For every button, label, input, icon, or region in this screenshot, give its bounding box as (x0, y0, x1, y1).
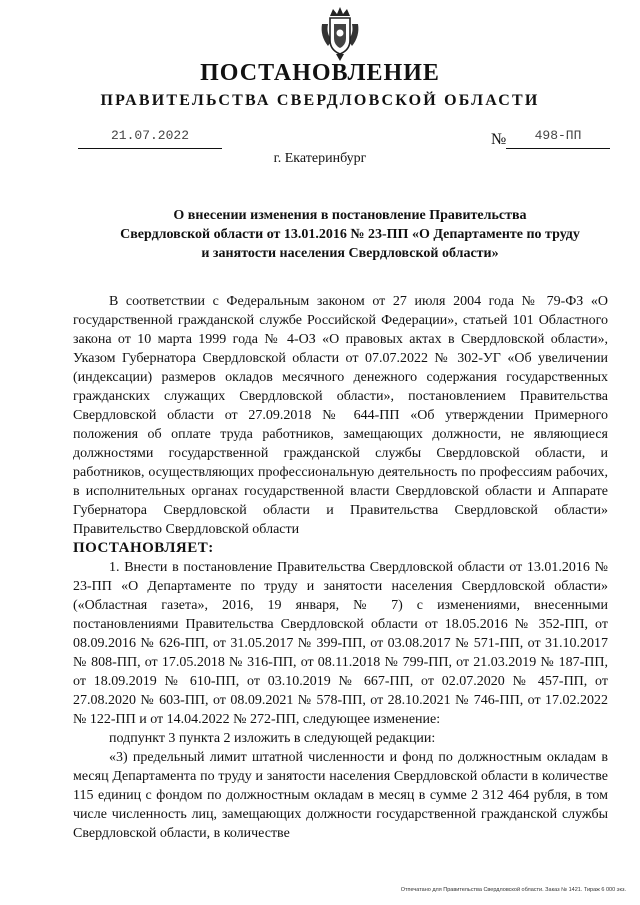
subitem-paragraph: подпункт 3 пункта 2 изложить в следующей редакции: (109, 731, 436, 746)
document-number: 498-ПП (506, 128, 610, 149)
quoted-text-paragraph: «3) предельный лимит штатной численности и фонд по должностным окладам в месяц Департамента по труду и занятости населения Свердловской области в количестве 115 единиц с фондом по должностным окладам в месяц в сумме 2 312 464 рубля, в том числе численность лиц, замещающих должности государственной гражданской службы Свердловской области, в количестве (73, 750, 608, 841)
coat-of-arms-icon (318, 6, 362, 62)
document-title: ПОСТАНОВЛЕНИЕ (200, 60, 440, 86)
document-body (73, 292, 608, 843)
heading-line: Свердловской области от 13.01.2016 № 23-ПП «О Департаменте по труду (120, 227, 580, 242)
document-heading (80, 206, 620, 263)
heading-line: и занятости населения Свердловской области» (201, 246, 499, 261)
document-subtitle: ПРАВИТЕЛЬСТВА СВЕРДЛОВСКОЙ ОБЛАСТИ (100, 92, 540, 109)
preamble-paragraph: В соответствии с Федеральным законом от 27 июля 2004 года № 79-ФЗ «О государственной гражданской службе Российской Федерации», статьей 101 Областного закона от 10 марта 1999 года № 4-ОЗ «О правовых актах в Свердловской области», Указом Губернатора Свердловской области от 07.07.2022 № 302-УГ «Об увеличении (индексации) размеров окладов месячного денежного содержания государственных гражданских служащих Свердловской области», постановлением Правительства Свердловской области от 27.09.2018 № 644-ПП «Об утверждении Примерного положения об оплате труда работников, замещающих должности, не являющиеся должностями государственной гражданской службы Свердловской области, и работников, осуществляющих профессиональную деятельность по профессиям рабочих, в исполнительных органах государственной власти Свердловской области и Аппарате Губернатора Свердловской области и Правительства Свердловской области» Правительство Свердловской области (73, 294, 608, 537)
number-sign: № (491, 131, 507, 148)
city-line: г. Екатеринбург (273, 151, 367, 166)
decree-word: ПОСТАНОВЛЯЕТ: (73, 540, 214, 556)
heading-line: О внесении изменения в постановление Правительства (173, 208, 527, 223)
item-1-paragraph: 1. Внести в постановление Правительства Свердловской области от 13.01.2016 № 23-ПП «О Департаменте по труду и занятости населения Свердловской области» («Областная газета», 2016, 19 января, № 7) с изменениями, внесенными постановлениями Правительства Свердловской области от 18.05.2016 № 352-ПП, от 08.09.2016 № 626-ПП, от 31.05.2017 № 399-ПП, от 03.08.2017 № 571-ПП, от 31.10.2017 № 808-ПП, от 17.05.2018 № 316-ПП, от 08.11.2018 № 799-ПП, от 21.03.2019 № 187-ПП, от 18.09.2019 № 610-ПП, от 03.10.2019 № 667-ПП, от 02.07.2020 № 457-ПП, от 27.08.2020 № 603-ПП, от 08.09.2021 № 578-ПП, от 28.10.2021 № 746-ПП, от 17.02.2022 № 122-ПП и от 14.04.2022 № 272-ПП, следующее изменение: (73, 560, 608, 727)
print-note: Отпечатано для Правительства Свердловской области. Заказ № 1421. Тираж 6 000 экз. (400, 887, 626, 893)
document-date: 21.07.2022 (78, 128, 222, 149)
